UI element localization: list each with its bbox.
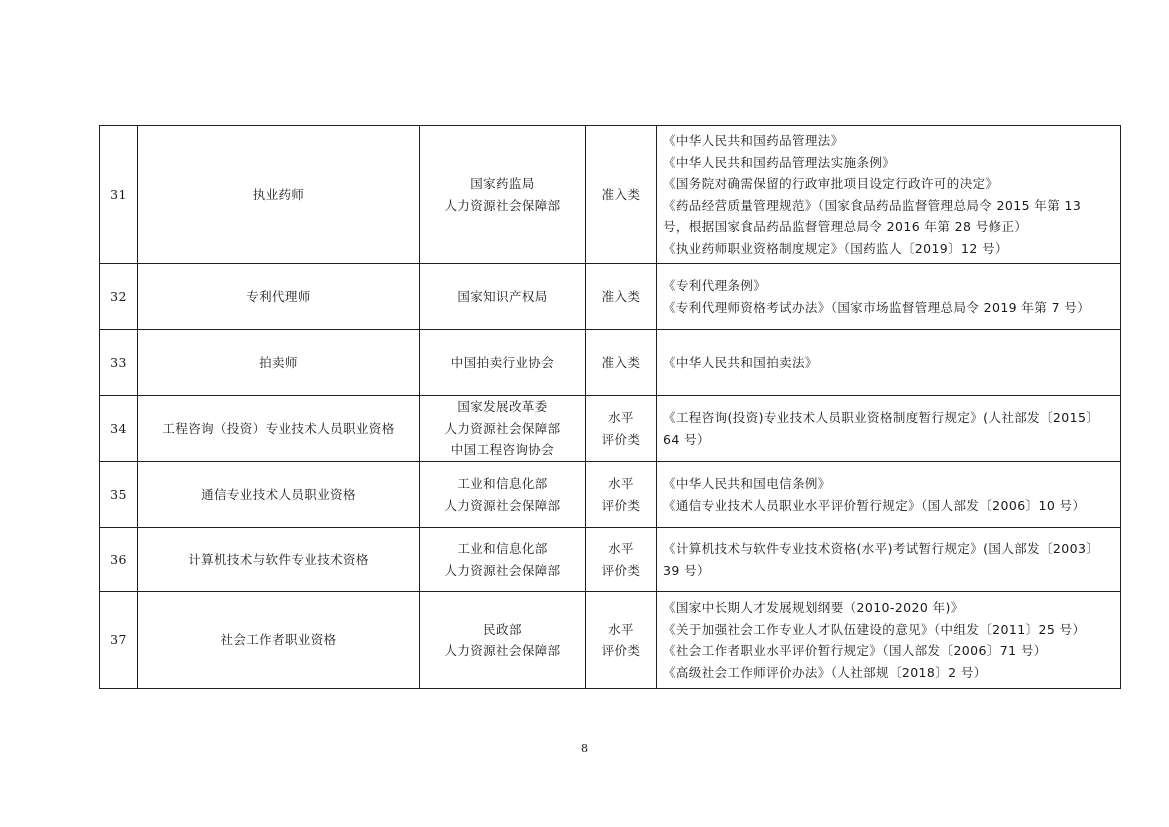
qualification-table — [99, 125, 1121, 689]
basis-line: 《工程咨询(投资)专业技术人员职业资格制度暂行规定》(人社部发〔2015〕 — [663, 410, 1100, 425]
basis-line: 《国家中长期人才发展规划纲要（2010-2020 年)》 — [663, 600, 964, 615]
department-line: 人力资源社会保障部 — [444, 643, 561, 658]
qualification-type — [586, 462, 657, 528]
page-number: 8 — [581, 742, 588, 755]
department-line: 人力资源社会保障部 — [444, 562, 561, 578]
table-row — [100, 396, 1121, 462]
table-row — [100, 528, 1121, 592]
basis-line: 《专利代理条例》 — [663, 278, 767, 293]
qualification-name: 拍卖师 — [138, 330, 420, 396]
qualification-name: 计算机技术与软件专业技术资格 — [138, 528, 420, 592]
type-line: 水平 — [608, 476, 634, 491]
department-line: 工业和信息化部 — [457, 541, 548, 556]
department-line: 人力资源社会保障部 — [444, 420, 561, 436]
basis-line: 《中华人民共和国药品管理法实施条例》 — [663, 154, 896, 170]
qualification-name: 专利代理师 — [138, 264, 420, 330]
row-number: 35 — [100, 462, 138, 528]
basis-line: 《药品经营质量管理规范》（国家食品药品监督管理总局令 2015 年第 13 — [663, 197, 1082, 213]
qualification-name: 工程咨询（投资）专业技术人员职业资格 — [138, 396, 420, 462]
basis-line: 《执业药师职业资格制度规定》（国药监人〔2019〕12 号） — [663, 240, 1008, 256]
basis-line: 《中华人民共和国拍卖法》 — [663, 354, 818, 370]
basis-line: 《国务院对确需保留的行政审批项目设定行政许可的决定》 — [663, 176, 999, 191]
department-line: 国家发展改革委 — [457, 399, 548, 415]
department-line: 民政部 — [483, 621, 522, 637]
basis-line: 《中华人民共和国药品管理法》 — [663, 133, 844, 148]
type-line: 准入类 — [601, 186, 641, 202]
qualification-type — [586, 396, 657, 462]
qualification-name: 执业药师 — [138, 126, 420, 264]
legal-basis — [657, 528, 1121, 592]
basis-line: 《通信专业技术人员职业水平评价暂行规定》（国人部发〔2006〕10 号） — [663, 497, 1086, 513]
legal-basis — [657, 592, 1121, 689]
basis-line: 64 号） — [663, 431, 710, 447]
table-row — [100, 126, 1121, 264]
type-line: 评价类 — [601, 562, 641, 578]
row-number: 37 — [100, 592, 138, 689]
basis-line: 《社会工作者职业水平评价暂行规定》（国人部发〔2006〕71 号） — [663, 643, 1047, 658]
table-row — [100, 462, 1121, 528]
department-line: 中国工程咨询协会 — [450, 442, 555, 458]
type-line: 评价类 — [601, 497, 641, 513]
qualification-name: 社会工作者职业资格 — [138, 592, 420, 689]
basis-line: 《高级社会工作师评价办法》（人社部规〔2018〕2 号） — [663, 664, 987, 680]
basis-line: 号，根据国家食品药品监督管理总局令 2016 年第 28 号修正） — [663, 219, 1028, 234]
type-line: 水平 — [608, 541, 634, 556]
implementing-department — [420, 126, 586, 264]
department-line: 人力资源社会保障部 — [444, 197, 561, 213]
type-line: 准入类 — [601, 354, 641, 370]
row-number: 36 — [100, 528, 138, 592]
legal-basis — [657, 126, 1121, 264]
implementing-department — [420, 396, 586, 462]
department-line: 国家药监局 — [470, 176, 535, 191]
qualification-type — [586, 528, 657, 592]
row-number: 31 — [100, 126, 138, 264]
row-number: 32 — [100, 264, 138, 330]
legal-basis — [657, 396, 1121, 462]
row-number: 33 — [100, 330, 138, 396]
legal-basis — [657, 264, 1121, 330]
basis-line: 《专利代理师资格考试办法》（国家市场监督管理总局令 2019 年第 7 号） — [663, 299, 1091, 315]
implementing-department — [420, 462, 586, 528]
type-line: 水平 — [608, 621, 634, 637]
department-line: 中国拍卖行业协会 — [450, 354, 555, 370]
type-line: 准入类 — [601, 288, 641, 304]
basis-line: 《中华人民共和国电信条例》 — [663, 476, 831, 491]
type-line: 水平 — [608, 410, 634, 425]
basis-line: 39 号） — [663, 562, 710, 578]
implementing-department — [420, 264, 586, 330]
implementing-department — [420, 528, 586, 592]
department-line: 工业和信息化部 — [457, 476, 548, 491]
type-line: 评价类 — [601, 431, 641, 447]
legal-basis — [657, 462, 1121, 528]
department-line: 人力资源社会保障部 — [444, 497, 561, 513]
department-line: 国家知识产权局 — [457, 288, 548, 304]
qualification-type — [586, 264, 657, 330]
qualification-type — [586, 592, 657, 689]
row-number: 34 — [100, 396, 138, 462]
basis-line: 《计算机技术与软件专业技术资格(水平)考试暂行规定》(国人部发〔2003〕 — [663, 541, 1100, 556]
implementing-department — [420, 330, 586, 396]
table-row — [100, 592, 1121, 689]
qualification-type — [586, 330, 657, 396]
table-row — [100, 264, 1121, 330]
table-row — [100, 330, 1121, 396]
basis-line: 《关于加强社会工作专业人才队伍建设的意见》（中组发〔2011〕25 号） — [663, 621, 1086, 637]
qualification-type — [586, 126, 657, 264]
type-line: 评价类 — [601, 643, 641, 658]
legal-basis — [657, 330, 1121, 396]
implementing-department — [420, 592, 586, 689]
qualification-name: 通信专业技术人员职业资格 — [138, 462, 420, 528]
